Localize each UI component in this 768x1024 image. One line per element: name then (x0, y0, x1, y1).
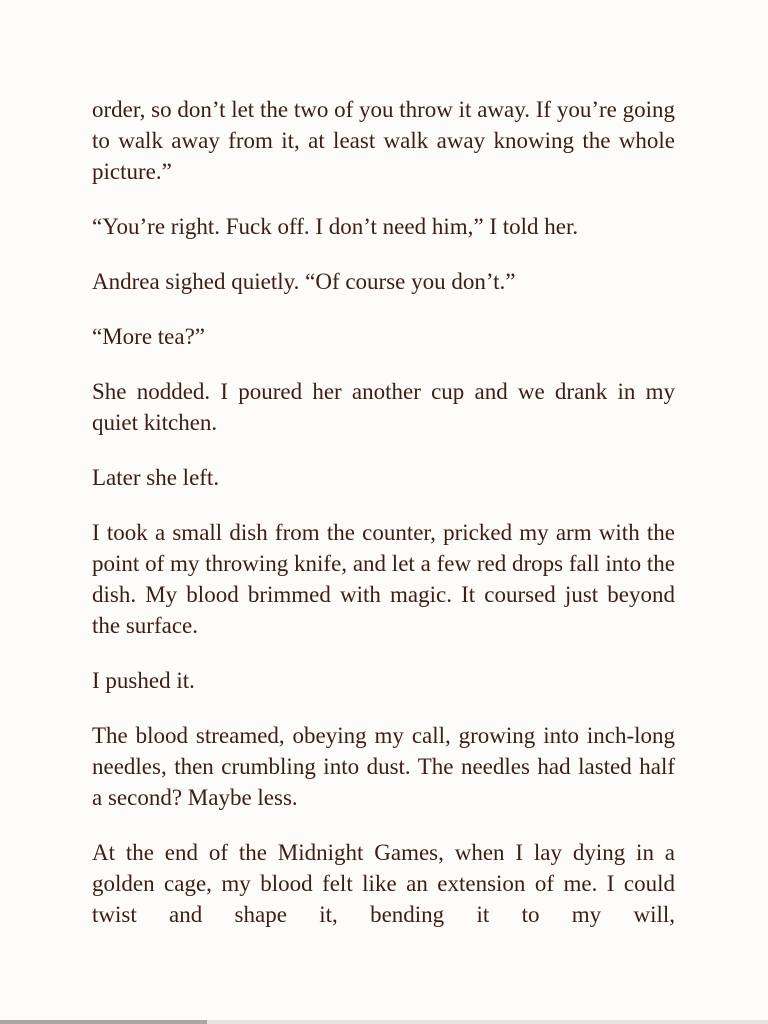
paragraph: “More tea?” (92, 324, 206, 349)
paragraph: At the end of the Midnight Games, when I lay dying in a golden cage, my blood felt like an extension of me. I could twist and shape it, bending it to my will, (92, 840, 675, 927)
paragraph: order, so don’t let the two of you throw it away. If you’re going to walk away from it, at least walk away knowing the whole picture.” (92, 97, 675, 184)
paragraph: I pushed it. (92, 668, 195, 693)
paragraph: “You’re right. Fuck off. I don’t need him,” I told her. (92, 214, 579, 239)
paragraph: The blood streamed, obeying my call, growing into inch-long needles, then crumbling into dust. The needles had lasted half a second? Maybe less. (92, 723, 675, 810)
paragraph: I took a small dish from the counter, pricked my arm with the point of my throwing knife, and let a few red drops fall into the dish. My blood brimmed with magic. It coursed just beyond the surface. (92, 520, 675, 638)
reading-progress-fill (0, 1020, 207, 1024)
book-page (92, 94, 675, 954)
paragraph: She nodded. I poured her another cup and we drank in my quiet kitchen. (92, 379, 675, 435)
paragraph: Andrea sighed quietly. “Of course you don’t.” (92, 269, 516, 294)
reading-progress-bar[interactable] (0, 1020, 768, 1024)
paragraph: Later she left. (92, 465, 220, 490)
